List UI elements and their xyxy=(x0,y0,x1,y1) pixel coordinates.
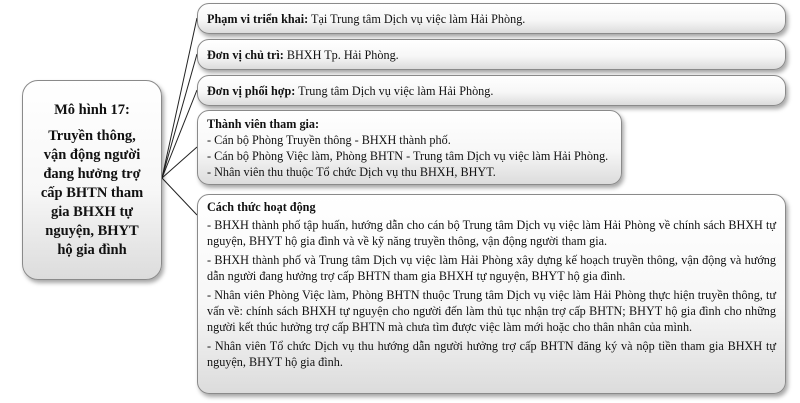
host-label: Đơn vị chủ trì: xyxy=(207,47,284,62)
method-item: - BHXH thành phố tập huấn, hướng dẫn cho cán bộ Trung tâm Dịch vụ việc làm Hải Phòng về chính sách BHXH tự nguyện, BHYT hộ gia đình và về kỹ năng truyền thông, vận động người tham gia. xyxy=(207,218,776,248)
host-box xyxy=(197,39,786,70)
scope-box xyxy=(197,3,786,34)
members-label: Thành viên tham gia: xyxy=(207,117,320,131)
model-box xyxy=(22,80,162,280)
method-item: - Nhân viên Phòng Việc làm, Phòng BHTN thuộc Trung tâm Dịch vụ việc làm Hải Phòng thực hiện truyền thông, tư vấn về: chính sách BHXH tự nguyện cho người đến làm thủ tục nhận trợ cấp BHTN; BHYT hộ gia đình cho những người kết thúc hưởng trợ cấp BHTN mà chưa tìm được việc làm mới hoặc cho thân nhân của mình. xyxy=(207,288,776,334)
members-item: - Nhân viên thu thuộc Tổ chức Dịch vụ thu BHXH, BHYT. xyxy=(207,165,496,179)
host-text: BHXH Tp. Hải Phòng. xyxy=(283,47,399,62)
method-box xyxy=(197,194,786,394)
model-title-line: cấp BHTN tham xyxy=(40,184,144,201)
partner-text: Trung tâm Dịch vụ việc làm Hải Phòng. xyxy=(295,83,494,98)
method-item: - BHXH thành phố và Trung tâm Dịch vụ việc làm Hải Phòng xây dựng kế hoạch truyền thông, vận động và hướng dẫn người đang hưởng trợ cấp BHTN tham gia BHXH tự nguyện, BHYT hộ gia đình. xyxy=(207,253,776,283)
connector-partner xyxy=(162,90,197,178)
partner-box xyxy=(197,75,786,106)
connector-scope xyxy=(162,18,197,178)
scope-label: Phạm vi triển khai: xyxy=(207,11,309,26)
members-box xyxy=(197,110,622,185)
partner-label: Đơn vị phối hợp: xyxy=(207,83,296,98)
members-item: - Cán bộ Phòng Truyền thông - BHXH thành phố. xyxy=(207,133,451,147)
model-title-line: Truyền thông, xyxy=(48,127,136,144)
model-title-line: vận động người xyxy=(43,146,141,163)
method-label: Cách thức hoạt động xyxy=(207,200,316,214)
model-title-line: nguyện, BHYT xyxy=(45,222,139,239)
method-item: - Nhân viên Tổ chức Dịch vụ thu hướng dẫn người hưởng trợ cấp BHTN đăng ký và nộp tiền tham gia BHXH tự nguyện, BHYT hộ gia đình. xyxy=(207,339,776,369)
scope-text: Tại Trung tâm Dịch vụ việc làm Hải Phòng. xyxy=(308,11,526,26)
model-title-line: hộ gia đình xyxy=(57,241,127,258)
model-title-line: đang hưởng trợ xyxy=(43,165,141,182)
connector-members xyxy=(162,147,197,178)
connector-method xyxy=(162,178,197,215)
members-item: - Cán bộ Phòng Việc làm, Phòng BHTN - Trung tâm Dịch vụ việc làm Hải Phòng. xyxy=(207,149,609,163)
model-title-line1: Mô hình 17: xyxy=(54,101,130,118)
connector-host xyxy=(162,54,197,178)
model-title-line: gia BHXH tự xyxy=(50,203,133,220)
